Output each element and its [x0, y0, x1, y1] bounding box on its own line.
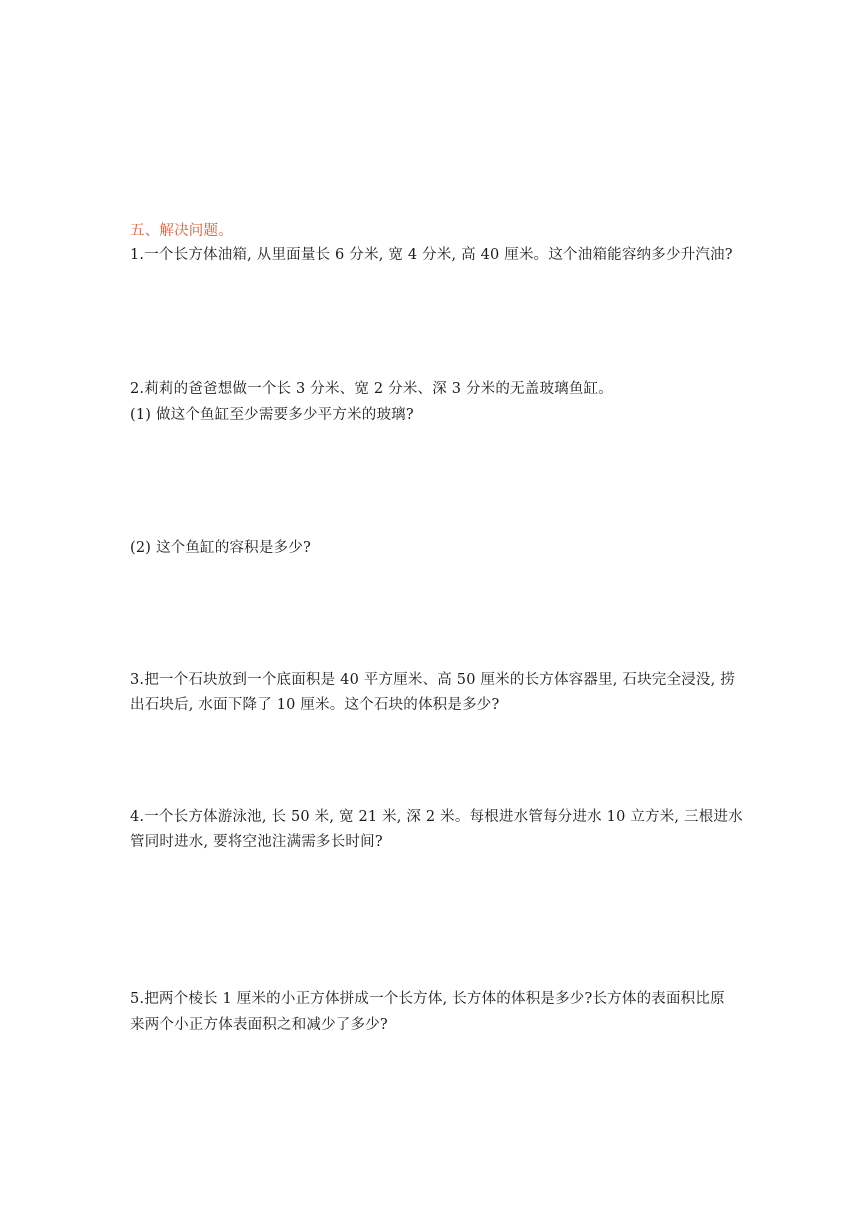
section-title: 五、解决问题。 — [130, 223, 233, 239]
question-2-text: 2.莉莉的爸爸想做一个长 3 分米、宽 2 分米、深 3 分米的无盖玻璃鱼缸。 — [130, 381, 613, 397]
question-2-part-1: (1) 做这个鱼缸至少需要多少平方米的玻璃? — [130, 407, 414, 423]
question-5-text-line-2: 来两个小正方体表面积之和减少了多少? — [130, 1017, 388, 1033]
question-3-text-line-2: 出石块后, 水面下降了 10 厘米。这个石块的体积是多少? — [130, 697, 500, 713]
question-1-text: 1.一个长方体油箱, 从里面量长 6 分米, 宽 4 分米, 高 40 厘米。这个油箱能容纳多少升汽油? — [130, 247, 733, 263]
question-5-text-line-1: 5.把两个棱长 1 厘米的小正方体拼成一个长方体, 长方体的体积是多少?长方体的表面积比原 — [130, 991, 725, 1007]
question-4-text-line-1: 4.一个长方体游泳池, 长 50 米, 宽 21 米, 深 2 米。每根进水管每分进水 10 立方米, 三根进水 — [130, 809, 743, 825]
question-2-part-2: (2) 这个鱼缸的容积是多少? — [130, 540, 311, 556]
question-3-text-line-1: 3.把一个石块放到一个底面积是 40 平方厘米、高 50 厘米的长方体容器里, 石块完全浸没, 捞 — [130, 672, 735, 688]
question-4-text-line-2: 管同时进水, 要将空池注满需多长时间? — [130, 834, 383, 850]
